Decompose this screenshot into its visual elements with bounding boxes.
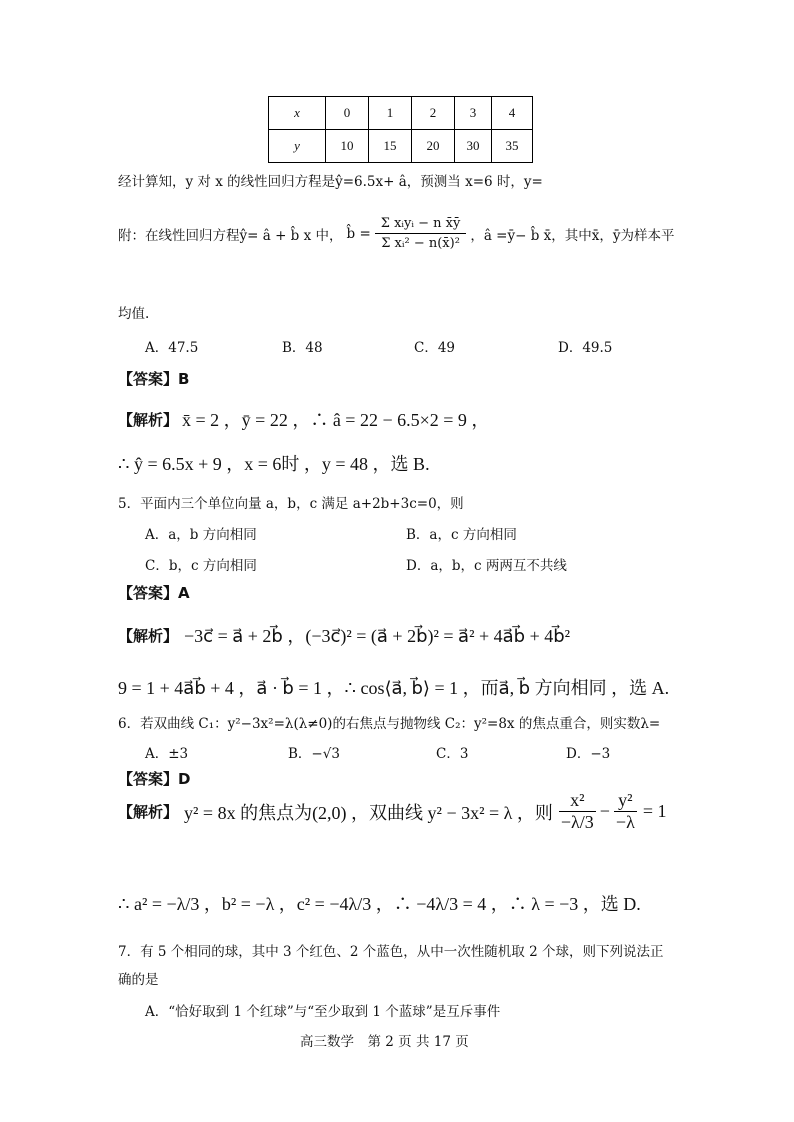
table-cell: 35	[492, 130, 533, 163]
q6-analysis-line1	[118, 790, 666, 833]
q6-stem: 6．若双曲线 C₁：y²−3x²=λ(λ≠0)的右焦点与抛物线 C₂：y²=8x 的焦点重合，则实数λ=	[118, 716, 661, 732]
q6-analysis-frac2	[614, 790, 637, 833]
q4-analysis-line2: ∴ ŷ = 6.5x + 9 ，x = 6时 ，y = 48 ，选 B.	[118, 454, 430, 474]
q4-note-prefix: 附：在线性回归方程ŷ= â + b̂ x 中，	[118, 227, 343, 244]
table-cell: y	[269, 130, 326, 163]
q5-option-b: B．a，c 方向相同	[406, 527, 517, 543]
q5-option-a: A．a，b 方向相同	[145, 527, 257, 543]
table-row	[269, 97, 533, 130]
q5-option-c: C．b，c 方向相同	[145, 558, 257, 574]
q4-note-suffix: ，â =ȳ− b̂ x̄，其中x̄，ȳ为样本平	[470, 227, 675, 244]
table-cell: 15	[369, 130, 412, 163]
table-cell: 10	[326, 130, 369, 163]
q5-analysis-line1	[118, 622, 570, 648]
data-table	[268, 96, 533, 163]
table-row	[269, 130, 533, 163]
q6-analysis-text1: y² = 8x 的焦点为(2,0) ，双曲线 y² − 3x² = λ ，则	[184, 802, 553, 823]
table-cell: 20	[412, 130, 455, 163]
table-cell: 3	[455, 97, 492, 130]
q6-option-a: A．±3	[145, 746, 189, 762]
table-cell: 2	[412, 97, 455, 130]
table-cell: 1	[369, 97, 412, 130]
q6-analysis-frac1	[559, 790, 596, 833]
q6-analysis-label: 【解析】	[118, 803, 179, 821]
q5-analysis-line2: 9 = 1 + 4a⃗b⃗ + 4 ，a⃗ · b⃗ = 1 ，∴ cos⟨a⃗, b⃗⟩ = 1 ，而a⃗, b⃗ 方向相同 ，选 A.	[118, 678, 670, 698]
q5-analysis-label: 【解析】	[118, 626, 179, 645]
q6-frac1-num: x²	[559, 790, 596, 812]
q4-note-cont: 均值.	[118, 306, 150, 322]
table-cell: x	[269, 97, 326, 130]
q4-analysis-label: 【解析】	[118, 410, 179, 429]
q4-note-fraction	[375, 214, 467, 253]
q6-answer: 【答案】D	[118, 770, 191, 788]
q4-answer: 【答案】B	[118, 370, 190, 388]
page-footer: 高三数学 第 2 页 共 17 页	[300, 1034, 469, 1050]
q7-stem-line2: 确的是	[118, 972, 159, 988]
q4-option-b: B．48	[282, 340, 323, 356]
q6-frac1-den: −λ/3	[560, 812, 594, 832]
q6-frac2-den: −λ	[615, 812, 635, 832]
table-cell: 30	[455, 130, 492, 163]
q4-option-c: C．49	[414, 340, 456, 356]
q6-option-c: C．3	[436, 746, 469, 762]
q4-analysis-line1	[118, 406, 489, 432]
q4-option-a: A．47.5	[145, 340, 199, 356]
q4-note-num: Σ xᵢyᵢ − n x̄ȳ	[375, 214, 467, 234]
q5-stem: 5．平面内三个单位向量 a，b，c 满足 a+2b+3c=0，则	[118, 496, 464, 512]
q7-stem-line1: 7．有 5 个相同的球，其中 3 个红色、2 个蓝色，从中一次性随机取 2 个球，则下列说法正	[118, 944, 664, 960]
q6-frac2-num: y²	[614, 790, 637, 812]
q6-analysis-eq: = 1	[642, 801, 667, 821]
q6-analysis-minus: −	[599, 801, 610, 821]
q4-stem: 经计算知，y 对 x 的线性回归方程是ŷ=6.5x+ â，预测当 x=6 时，y=	[118, 174, 543, 190]
q4-analysis-text1: x̄ = 2 ，ȳ = 22 ，∴ â = 22 − 6.5×2 = 9 ，	[182, 410, 490, 430]
q5-option-d: D．a，b，c 两两互不共线	[406, 558, 567, 574]
q5-answer: 【答案】A	[118, 584, 190, 602]
table-cell: 4	[492, 97, 533, 130]
q4-option-d: D．49.5	[558, 340, 613, 356]
table-cell: 0	[326, 97, 369, 130]
q6-option-b: B．−√3	[288, 746, 340, 762]
q5-analysis-text1: −3c⃗ = a⃗ + 2b⃗ ，(−3c⃗)² = (a⃗ + 2b⃗)² = a⃗² + 4a⃗b⃗ + 4b⃗²	[184, 626, 571, 646]
q4-note-b: b̂ =	[346, 225, 371, 242]
q4-note	[118, 214, 675, 253]
q4-note-den: Σ xᵢ² − n(x̄)²	[381, 236, 460, 251]
q7-option-a: A．“恰好取到 1 个红球”与“至少取到 1 个蓝球”是互斥事件	[145, 1004, 501, 1020]
q6-analysis-line2: ∴ a² = −λ/3 ，b² = −λ ，c² = −4λ/3 ，∴ −4λ/3 = 4 ，∴ λ = −3 ，选 D.	[118, 894, 641, 914]
q6-option-d: D．−3	[566, 746, 611, 762]
